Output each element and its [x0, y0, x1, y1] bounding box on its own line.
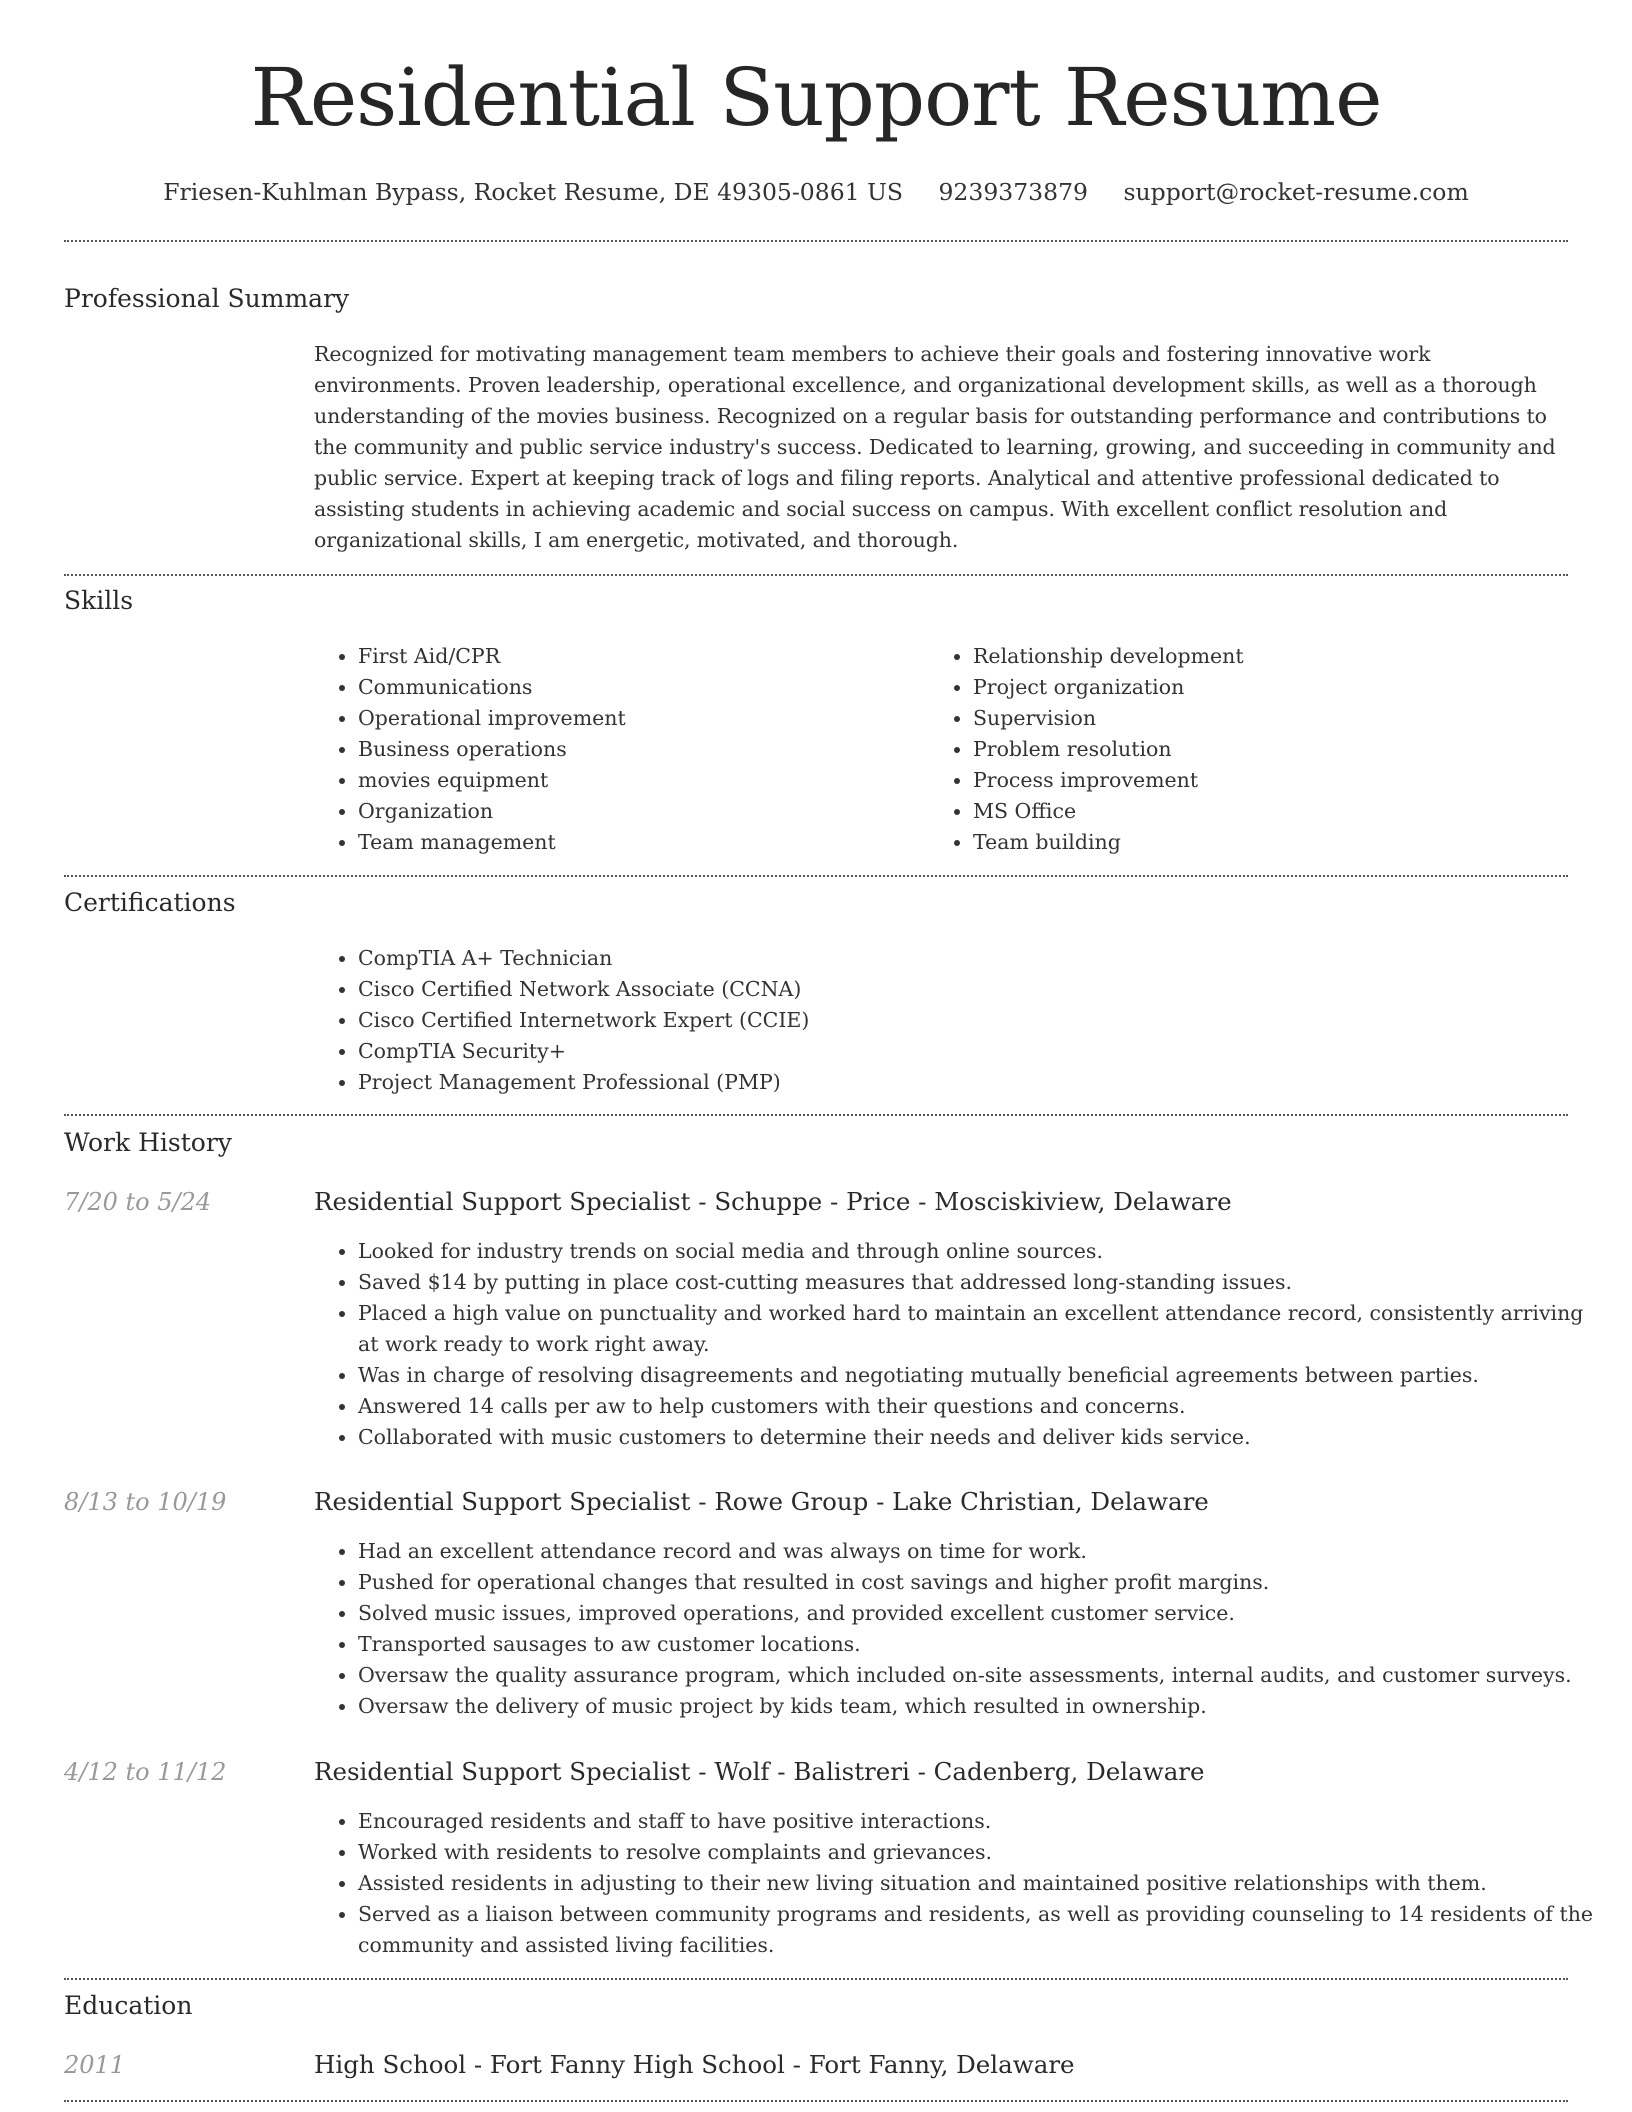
divider: [64, 1114, 1568, 1116]
address-text: Friesen-Kuhlman Bypass, Rocket Resume, DE 49305-0861 US: [163, 178, 903, 206]
skill-item: • Project organization: [973, 672, 1573, 703]
skill-item: • Relationship development: [973, 641, 1573, 672]
skill-item: • Operational improvement: [358, 703, 918, 734]
job-bullet: • Placed a high value on punctuality and worked hard to maintain an excellent attendance record, consistently arriving at work ready to work right away.: [358, 1298, 1598, 1360]
education-title: High School - Fort Fanny High School - Fort Fanny, Delaware: [314, 2050, 1075, 2079]
skill-item: • Process improvement: [973, 765, 1573, 796]
page-title: Residential Support Resume: [250, 51, 1382, 144]
job-bullet: • Saved $14 by putting in place cost-cutting measures that addressed long-standing issues.: [358, 1267, 1598, 1298]
divider: [64, 2100, 1568, 2102]
job-bullet: • Was in charge of resolving disagreements and negotiating mutually beneficial agreements between parties.: [358, 1360, 1598, 1391]
skill-item: • Problem resolution: [973, 734, 1573, 765]
job-bullet: • Collaborated with music customers to determine their needs and deliver kids service.: [358, 1422, 1598, 1453]
skill-item: • Communications: [358, 672, 918, 703]
skill-item: • Organization: [358, 796, 918, 827]
skill-item: • Team management: [358, 827, 918, 858]
skill-item: • Supervision: [973, 703, 1573, 734]
certifications-list: [314, 943, 1558, 1098]
job-bullets: [314, 1536, 1598, 1722]
contact-line: [0, 176, 1632, 208]
skills-list-left: [314, 641, 918, 858]
job-bullet: • Oversaw the delivery of music project by kids team, which resulted in ownership.: [358, 1691, 1598, 1722]
skill-item: • movies equipment: [358, 765, 918, 796]
job-bullet: • Looked for industry trends on social media and through online sources.: [358, 1236, 1598, 1267]
job-bullet: • Worked with residents to resolve complaints and grievances.: [358, 1837, 1598, 1868]
section-title-summary: Professional Summary: [64, 284, 350, 313]
email-link[interactable]: support@rocket-resume.com: [1123, 178, 1469, 206]
divider: [64, 574, 1568, 576]
certification-item: • Cisco Certified Network Associate (CCNA): [358, 974, 1558, 1005]
job-bullet: • Solved music issues, improved operations, and provided excellent customer service.: [358, 1598, 1598, 1629]
job-bullet: • Oversaw the quality assurance program, which included on-site assessments, internal audits, and customer surveys.: [358, 1660, 1598, 1691]
job-title: Residential Support Specialist - Rowe Group - Lake Christian, Delaware: [314, 1487, 1209, 1516]
job-bullet: • Assisted residents in adjusting to their new living situation and maintained positive relationships with them.: [358, 1868, 1598, 1899]
phone-text: 9239373879: [938, 178, 1088, 206]
job-dates: 4/12 to 11/12: [64, 1758, 227, 1786]
skill-item: • Business operations: [358, 734, 918, 765]
skill-item: • MS Office: [973, 796, 1573, 827]
job-dates: 7/20 to 5/24: [64, 1188, 212, 1216]
resume-header: [0, 0, 1632, 208]
section-title-work: Work History: [64, 1128, 232, 1157]
section-title-education: Education: [64, 1991, 193, 2020]
job-bullets: [314, 1806, 1598, 1961]
divider: [64, 1978, 1568, 1980]
education-year: 2011: [64, 2051, 126, 2079]
certification-item: • CompTIA Security+: [358, 1036, 1558, 1067]
divider: [64, 240, 1568, 242]
section-title-certifications: Certifications: [64, 888, 236, 917]
job-bullets: [314, 1236, 1598, 1453]
job-bullet: • Pushed for operational changes that resulted in cost savings and higher profit margins.: [358, 1567, 1598, 1598]
skills-list-right: [929, 641, 1573, 858]
job-bullet: • Had an excellent attendance record and was always on time for work.: [358, 1536, 1598, 1567]
certification-item: • Cisco Certified Internetwork Expert (CCIE): [358, 1005, 1558, 1036]
job-bullet: • Transported sausages to aw customer locations.: [358, 1629, 1598, 1660]
certification-item: • Project Management Professional (PMP): [358, 1067, 1558, 1098]
job-dates: 8/13 to 10/19: [64, 1488, 227, 1516]
skill-item: • Team building: [973, 827, 1573, 858]
job-bullet: • Served as a liaison between community programs and residents, as well as providing counseling to 14 residents of the community and assisted living facilities.: [358, 1899, 1598, 1961]
skill-item: • First Aid/CPR: [358, 641, 918, 672]
section-title-skills: Skills: [64, 586, 134, 615]
job-title: Residential Support Specialist - Schuppe - Price - Mosciskiview, Delaware: [314, 1187, 1232, 1216]
job-title: Residential Support Specialist - Wolf - Balistreri - Cadenberg, Delaware: [314, 1757, 1205, 1786]
job-bullet: • Encouraged residents and staff to have positive interactions.: [358, 1806, 1598, 1837]
certification-item: • CompTIA A+ Technician: [358, 943, 1558, 974]
divider: [64, 875, 1568, 877]
job-bullet: • Answered 14 calls per aw to help customers with their questions and concerns.: [358, 1391, 1598, 1422]
summary-text: Recognized for motivating management team members to achieve their goals and fostering innovative work environments. Proven leadership, operational excellence, and organizational development skills, as well as a thorough understanding of the movies business. Recognized on a regular basis for outstanding performance and contributions to the community and public service industry's success. Dedicated to learning, growing, and succeeding in community and public service. Expert at keeping track of logs and filing reports. Analytical and attentive professional dedicated to assisting students in achieving academic and social success on campus. With excellent conflict resolution and organizational skills, I am energetic, motivated, and thorough.: [314, 342, 1556, 552]
